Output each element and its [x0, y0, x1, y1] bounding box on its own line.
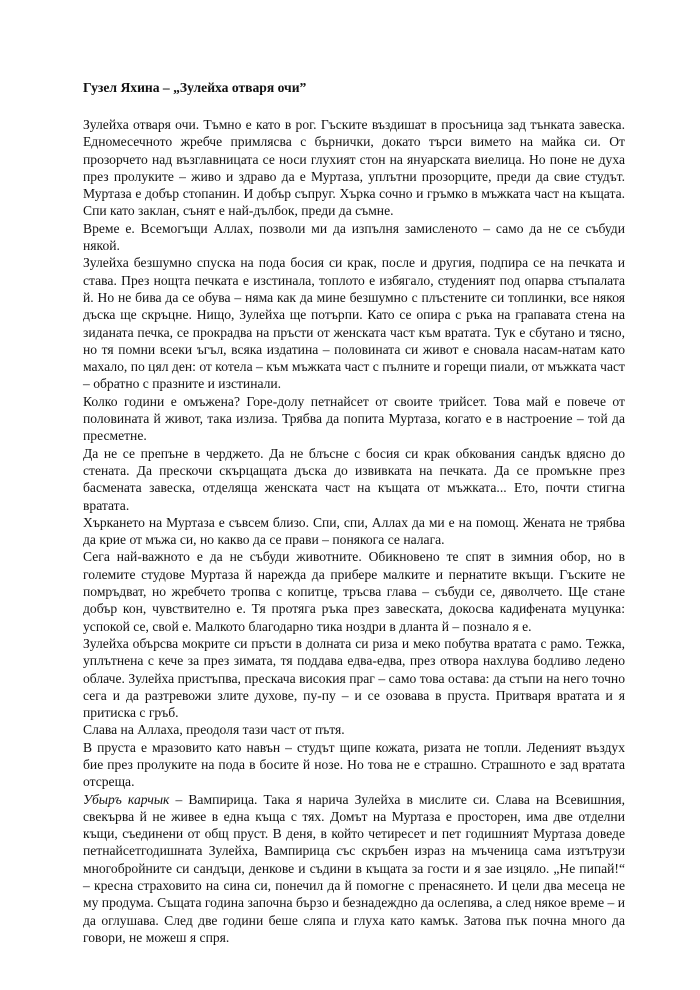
- paragraph: Време е. Всемогъщи Аллах, позволи ми да изпълня замисленото – само да не се събуди някой.: [83, 220, 625, 254]
- paragraph-with-italic-lead: [83, 791, 625, 947]
- paragraph: Сега най-важното е да не събуди животните. Обикновено те спят в зимния обор, но в големите студове Муртаза й нарежда да прибере малките и пернатите вкъщи. Гъските не помръдват, но жребчето тропва с копитце, тръсва глава – събуди се, дяволчето. Ще стане добър кон, чувствително е. Тя протяга ръка през завеската, докосва кадифената муцунка: успокой се, свой е. Малкото благодарно тика ноздри в дланта й – познало я е.: [83, 549, 625, 634]
- paragraph: Зулейха отваря очи. Тъмно е като в рог. Гъските въздишат в просъница зад тънката завеска. Едномесечното жребче примлясва с бърнички, докато търси вимето на майка си. От прозорчето над възглавницата се носи глухият стон на януарската виелица. Но поне не духа през пролуките – живо и здраво да е Муртаза, уплътни прозорците, преди да свие студът. Муртаза е добър стопанин. И добър съпруг. Хърка сочно и гръмко в мъжката част на къщата. Спи като заклан, сънят е най-дълбок, преди да съмне.: [83, 117, 625, 219]
- paragraph: Зулейха обърсва мокрите си пръсти в долната си риза и меко побутва вратата с рамо. Тежка, уплътнена с кече за през зимата, тя поддава едва-едва, през отвора нахлува бодливо ледено облаче. Зулейха пристъпва, прескача високия праг – само това остава: да стъпи на него точно сега и да разтревожи злите духове, пу-пу – и се озовава в пруста. Притваря вратата и я притиска с гръб.: [83, 635, 625, 721]
- document-body: [83, 116, 625, 946]
- document-title: Гузел Яхина – „Зулейха отваря очи”: [83, 80, 307, 95]
- paragraph: В пруста е мразовито като навън – студът щипе кожата, ризата не топли. Леденият въздух бие през пролуките на пода в босите й нозе. Но това не е страшно. Страшното е зад вратата отсреща.: [83, 739, 625, 790]
- paragraph: Хъркането на Муртаза е съвсем близо. Спи, спи, Аллах да ми е на помощ. Жената не трябва да крие от мъжа си, но какво да се прави – понякога се налага.: [83, 514, 625, 548]
- paragraph: Зулейха безшумно спуска на пода босия си крак, после и другия, подпира се на печката и става. През нощта печката е изстинала, топлото е избягало, студеният под опарва стъпалата й. Но не бива да се обува – няма как да мине безшумно с плъстените си топлинки, все някоя дъска ще скръцне. Нищо, Зулейха ще потърпи. Като се опира с ръка на грапавата стена на зиданата печка, се прокрадва на пръсти от женската част към вратата. Тук е сбутано и тясно, но тя помни всеки ъгъл, всяка издатина – половината си живот е сновала насам-натам като махало, по цял ден: от котела – към мъжката част с пълните и горещи пиали, от мъжката част – обратно с празните и изстинали.: [83, 255, 625, 392]
- italic-lead-phrase: Убыръ карчык: [83, 791, 170, 807]
- paragraph: Колко години е омъжена? Горе-долу петнайсет от своите трийсет. Това май е повече от половината й живот, така излиза. Трябва да попита Муртаза, когато е в настроение – той да пресметне.: [83, 393, 625, 444]
- paragraph: Слава на Аллаха, преодоля тази част от пътя.: [83, 722, 345, 738]
- paragraph: Да не се препъне в черджето. Да не блъсне с босия си крак обкования сандък вдясно до стената. Да прескочи скърцащата дъска до извивката на печката. Да се промъкне през басмената завеска, отделяща женската част на къщата от мъжката... Ето, почти стигна вратата.: [83, 445, 625, 513]
- paragraph-rest: – Вампирица. Така я нарича Зулейха в мислите си. Слава на Всевишния, свекърва й не живее в една къща с тях. Домът на Муртаза е просторен, има две отделни къщи, съединени от общ пруст. В деня, в който четиресет и пет годишният Муртаза доведе петнайсетгодишната Зулейха, Вампирица със скръбен израз на мъченица сама изтътрузи многобройните си сандъци, денкове и съдини в къщата за гости и я зае изцяло. „Не пипай!“ – кресна страховито на сина си, понечил да й помогне с пренасянето. И цели два месеца не му продума. Същата година започна бързо и безнадеждно да ослепява, а след някое време – и да оглушава. След две години беше сляпа и глуха като камък. Затова пък почна много да говори, не можеш я спря.: [83, 791, 625, 945]
